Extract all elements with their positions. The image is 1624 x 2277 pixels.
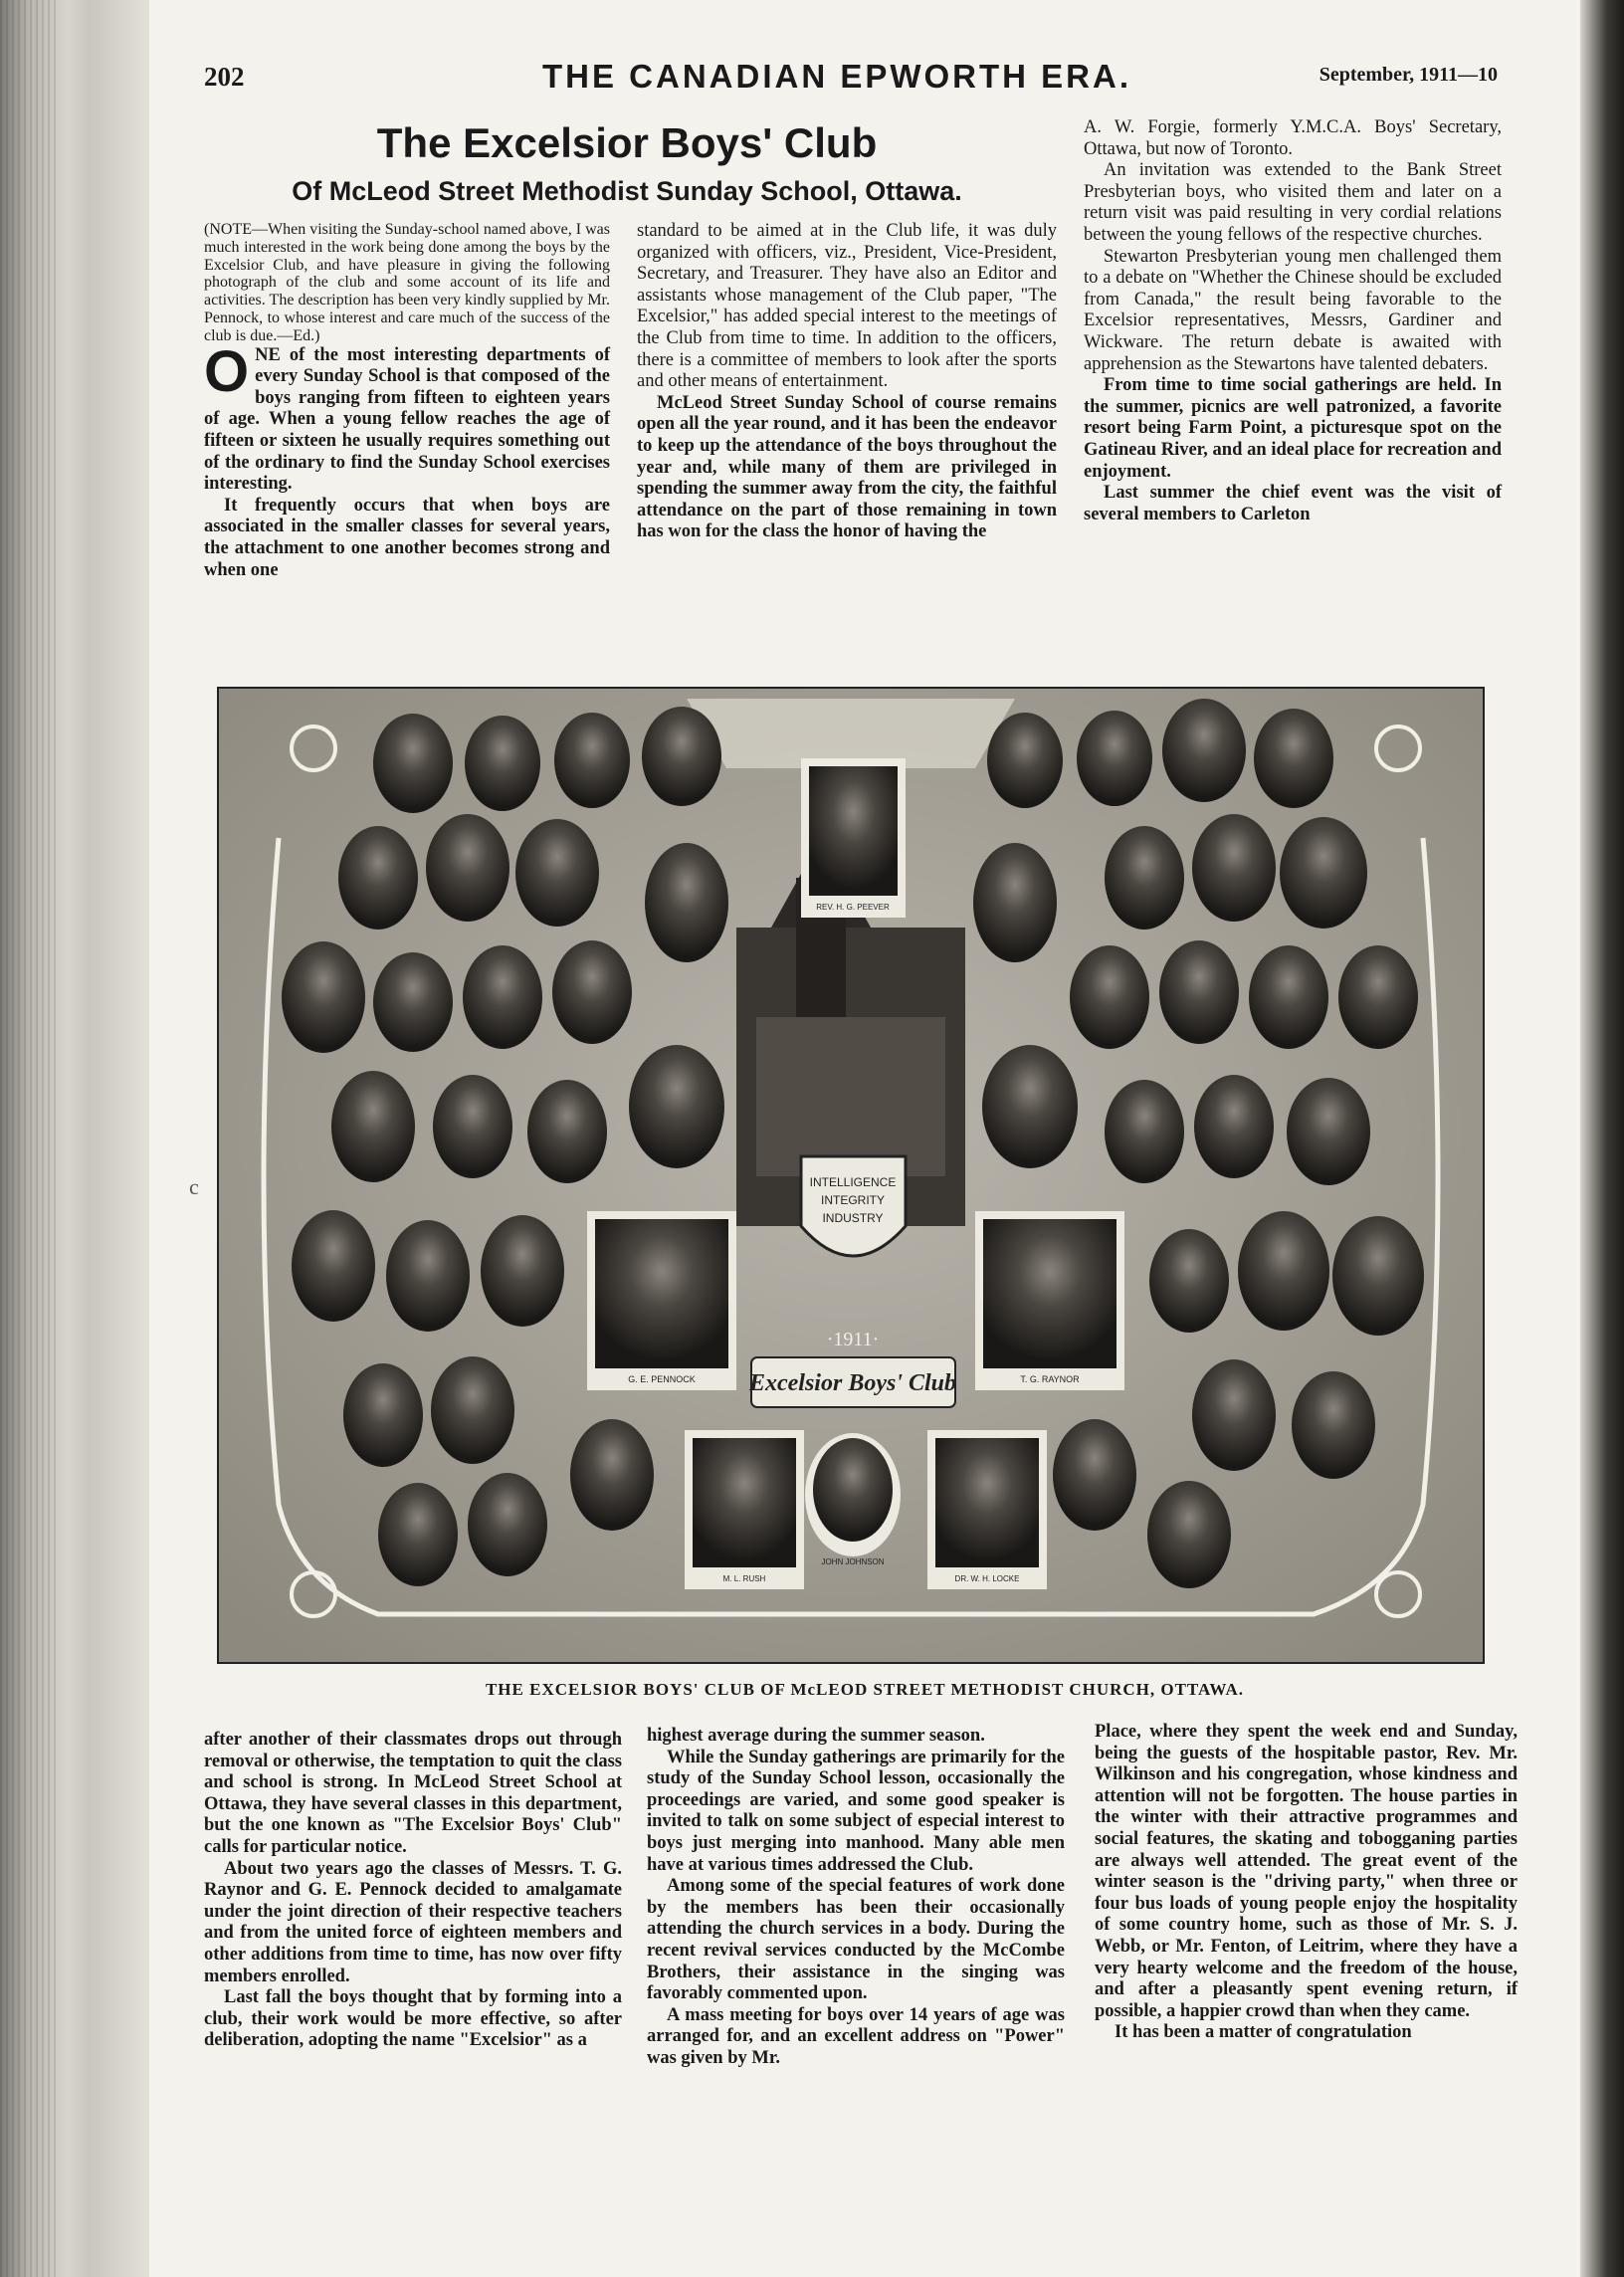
page-right-edge: [1580, 0, 1624, 2277]
leader-portrait-bottom-right: [927, 1430, 1047, 1589]
leader-portrait-bottom-left: [685, 1430, 804, 1589]
shield-motto-1: INTELLIGENCE: [809, 1175, 897, 1189]
paragraph: Stewarton Presbyterian young men challenged them to a debate on "Whether the Chinese should be excluded from Canada," the result being favorable to the Excelsior representatives, Messrs, Gardiner and Wickware. The return debate is awaited with apprehension as the Stewartons have talented debaters.: [1084, 246, 1502, 374]
photo-year: ·1911·: [826, 1329, 880, 1350]
photo-caption: THE EXCELSIOR BOYS' CLUB OF McLEOD STREET METHODIST CHURCH, OTTAWA.: [485, 1680, 1245, 1699]
shield-motto-3: INDUSTRY: [822, 1211, 884, 1225]
column-6: [1095, 1722, 1518, 2044]
paragraph: Last summer the chief event was the visit of several members to Carleton: [1084, 483, 1502, 524]
paragraph: standard to be aimed at in the Club life, it was duly organized with officers, viz., President, Vice-President, Secretary, and Treasurer. They have also an Editor and assistants whose management of the Club paper, "The Excelsior," has added special interest to the meetings of the Club from time to time. In addition to the officers, there is a committee of members to look after the sports and other means of entertainment.: [637, 221, 1057, 392]
group-photograph: [217, 687, 1485, 1664]
paragraph: A. W. Forgie, formerly Y.M.C.A. Boys' Secretary, Ottawa, but now of Toronto.: [1084, 117, 1502, 159]
column-1: [204, 221, 610, 581]
svg-text:T. G. RAYNOR: T. G. RAYNOR: [1020, 1374, 1080, 1384]
paragraph: McLeod Street Sunday School of course remains open all the year round, and it has been the endeavor to keep up the attendance of the boys throughout the year and, while many of them are privileged in spending the summer away from the city, the faithful attendance on the part of those remaining in town has won for the class the honor of having the: [637, 392, 1057, 542]
article-title: The Excelsior Boys' Club: [376, 119, 878, 166]
editor-note: (NOTE—When visiting the Sunday-school named above, I was much interested in the work being done among the boys by the Excelsior Club, and have pleasure in giving the following photograph of the club and some account of its life and activities. The description has been very kindly supplied by Mr. Pennock, to whose interest and care much of the success of the club is due.—Ed.): [204, 221, 610, 344]
issue-date: September, 1911—10: [1319, 64, 1498, 86]
intro-paragraph: [204, 338, 610, 496]
column-2: [637, 221, 1057, 543]
book-binding-edge: [0, 0, 149, 2277]
margin-mark: c: [189, 1174, 199, 1199]
column-3: [1084, 117, 1502, 525]
publication-title: THE CANADIAN EPWORTH ERA.: [542, 58, 1131, 95]
svg-text:JOHN JOHNSON: JOHN JOHNSON: [821, 1557, 885, 1566]
paragraph: Last fall the boys thought that by forming into a club, their work would be more effective, so after deliberation, adopting the name "Excelsior" as a: [204, 1987, 622, 2051]
paragraph: It has been a matter of congratulation: [1115, 2022, 1412, 2043]
paragraph: It frequently occurs that when boys are associated in the smaller classes for several years, the attachment to one another becomes strong and when one: [204, 495, 610, 580]
running-header: [204, 58, 1498, 98]
paragraph: From time to time social gatherings are held. In the summer, picnics are well patronized, a favorite resort being Farm Point, a picturesque spot on the Gatineau River, and an ideal place for recreation and enjoyment.: [1084, 375, 1502, 482]
paragraph: highest average during the summer season.: [647, 1726, 985, 1746]
club-name-banner: Excelsior Boys' Club: [748, 1370, 957, 1396]
paragraph: An invitation was extended to the Bank Street Presbyterian boys, who visited them and later on a return visit was paid resulting in very cordial relations between the young fellows of the respective churches.: [1084, 160, 1502, 245]
paragraph: While the Sunday gatherings are primarily for the study of the Sunday School lesson, occasionally the proceedings are varied, and some good speaker is invited to talk on some subject of especial interest to boys just merging into manhood. Many able men have at various times addressed the Club.: [647, 1747, 1065, 1875]
svg-text:REV. H. G. PEEVER: REV. H. G. PEEVER: [816, 903, 890, 912]
svg-text:M. L. RUSH: M. L. RUSH: [722, 1574, 766, 1583]
page-number: 202: [204, 62, 245, 92]
paragraph: About two years ago the classes of Messrs. T. G. Raynor and G. E. Pennock decided to amalgamate under the joint direction of their respective teachers and from the united force of eighteen members and other additions from time to time, has now over fifty members enrolled.: [204, 1858, 622, 1986]
paragraph: A mass meeting for boys over 14 years of age was arranged for, and an excellent address on "Power" was given by Mr.: [647, 2004, 1065, 2068]
leader-portrait-right: [975, 1211, 1124, 1390]
column-5: [647, 1726, 1065, 2070]
shield-motto-2: INTEGRITY: [820, 1193, 886, 1207]
svg-text:G. E. PENNOCK: G. E. PENNOCK: [628, 1374, 696, 1384]
article-subtitle: Of McLeod Street Methodist Sunday School, Ottawa.: [292, 176, 962, 206]
paragraph: after another of their classmates drops out through removal or otherwise, the temptation to quit the class and school is strong. In McLeod Street School at Ottawa, they have several classes in this department, but the one known as "The Excelsior Boys' Club" calls for particular notice.: [204, 1730, 622, 1857]
paragraph: Among some of the special features of work done by the members has been their occasionally attending the church services in a body. During the recent revival services conducted by the McCombe Brothers, their assistance in the singing was favorably commented upon.: [647, 1876, 1065, 2004]
club-composite-photo: [219, 689, 1483, 1662]
leader-portrait-top: [801, 758, 906, 918]
column-4: [204, 1730, 622, 2052]
paragraph: Place, where they spent the week end and Sunday, being the guests of the hospitable pastor, Rev. Mr. Wilkinson and his congregation, whose kindness and attention will not be forgotten. The house parties in the winter with their attractive programmes and social features, the skating and tobogganing parties are always well attended. The great event of the winter season is the "driving party," when three or four bus loads of young people enjoy the hospitality of some country home, such as those of Mr. S. J. Webb, or Mr. Fenton, of Leitrim, where they have a very hearty welcome and the freedom of the house, and after a pleasantly spent evening return, if possible, a happier crowd than when they came.: [1095, 1722, 1518, 2021]
leader-portrait-left: [587, 1211, 736, 1390]
intro-text: NE of the most interesting departments of every Sunday School is that composed of the boys ranging from fifteen to eighteen years of age. When a young fellow reaches the age of fifteen or sixteen he usually requires something out of the ordinary to find the Sunday School exercises interesting.: [204, 344, 610, 495]
drop-cap: O: [204, 338, 250, 404]
svg-text:DR. W. H. LOCKE: DR. W. H. LOCKE: [954, 1574, 1020, 1583]
